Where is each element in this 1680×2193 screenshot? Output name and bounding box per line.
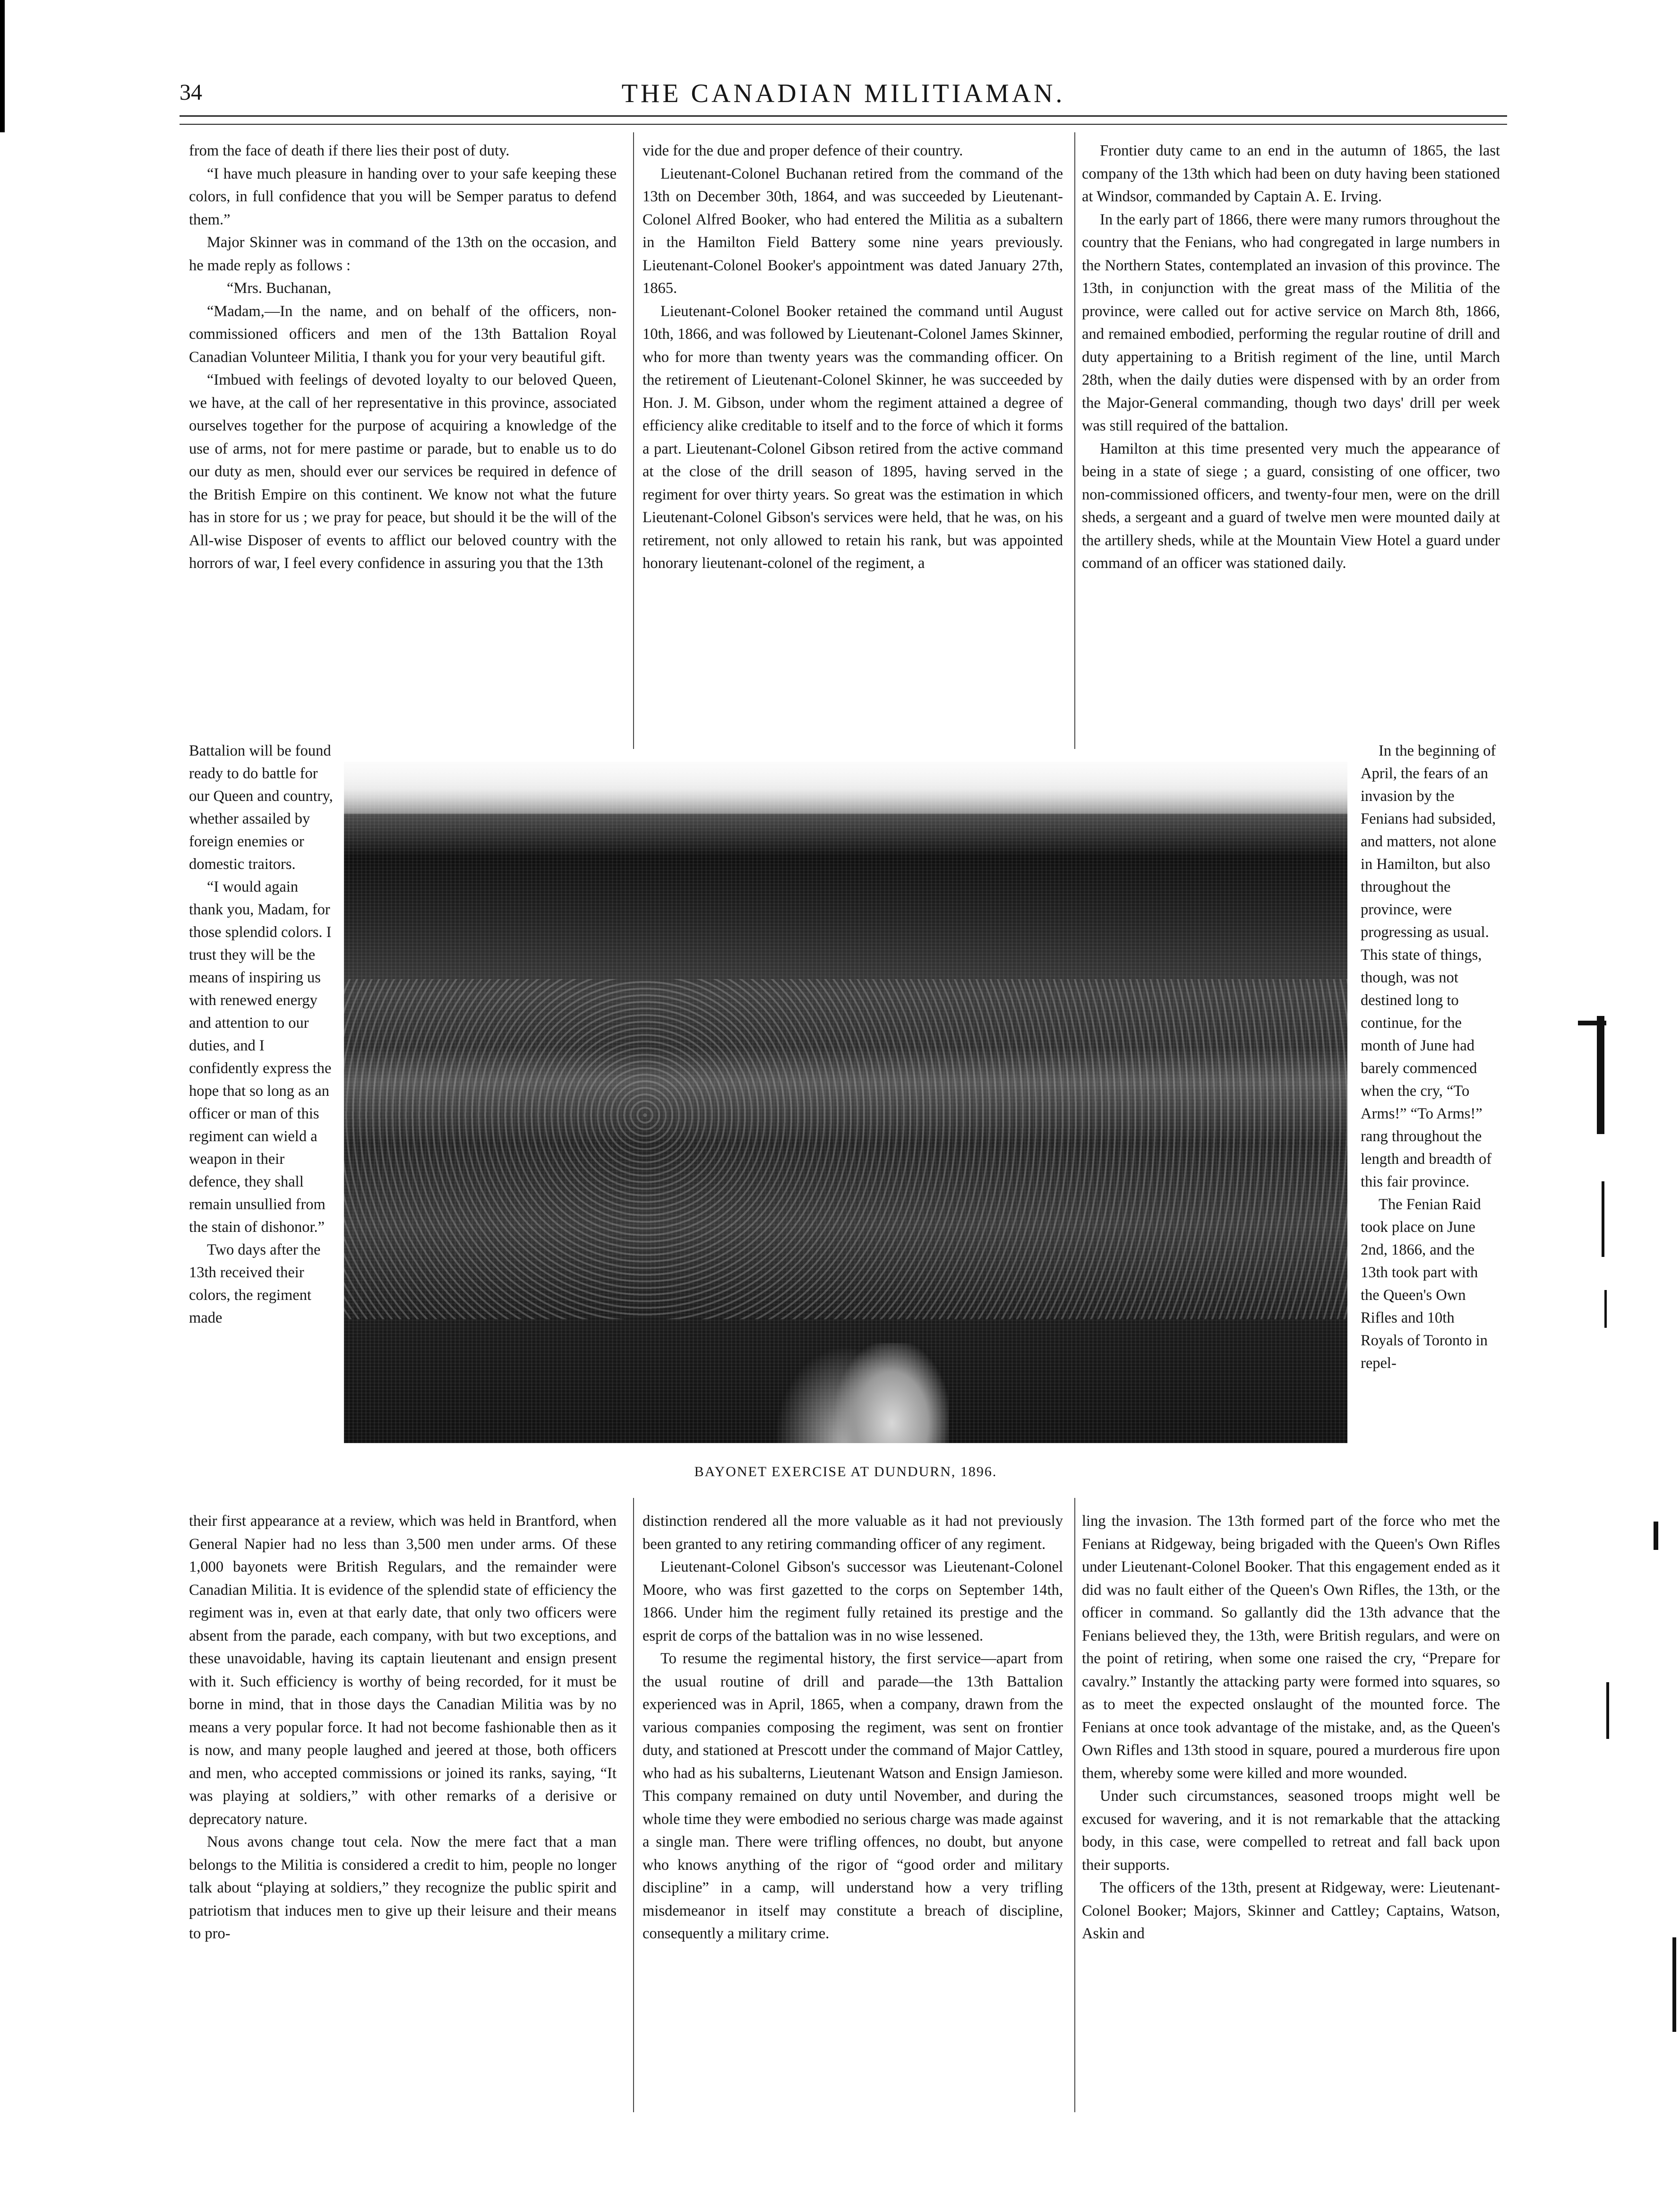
photo-crowd	[344, 979, 1347, 1319]
paragraph: Lieutenant-Colonel Gibson's successor was Lieutenant-Colonel Moore, who was first gazetted to the corps on September 14th, 1866. Under him the regiment fully retained its prestige and the esprit de corps of the battalion was in no wise lessened.	[643, 1558, 1063, 1644]
page-header	[180, 78, 1507, 116]
bayonet-exercise-photo	[344, 762, 1347, 1443]
paragraph: The officers of the 13th, present at Ridgeway, were: Lieutenant-Colonel Booker; Majors, Skinner and Cattley; Captains, Watson, Askin and	[1082, 1879, 1500, 1942]
column-middle-top	[643, 139, 1063, 575]
header-rule	[180, 115, 1507, 117]
paragraph: In the early part of 1866, there were many rumors throughout the country that the Fenians, who had congregated in large numbers in the Northern States, contemplated an invasion of this province. The 13th, in conjunction with the great mass of the Militia of the province, were called out for active service on March 8th, 1866, and remained embodied, performing the regular routine of drill and duty appertaining to a British regiment of the line, until March 28th, when the daily duties were dispensed with by an order from the Major-General commanding, though two days' drill per week was still required of the battalion.	[1082, 211, 1500, 434]
paragraph: “Mrs. Buchanan,	[227, 280, 332, 297]
paragraph: Major Skinner was in command of the 13th on the occasion, and he made reply as follows :	[189, 234, 617, 274]
column-left-narrow	[189, 740, 333, 1329]
paragraph: “I would again thank you, Madam, for those splendid colors. I trust they will be the means of inspiring us with renewed energy and attention to our duties, and I confidently express the hope that so long as an officer or man of this regiment can wield a weapon in their defence, they shall remain unsullied from the stain of dishonor.”	[189, 878, 332, 1236]
paragraph: ling the invasion. The 13th formed part of the force who met the Fenians at Ridgeway, being brigaded with the Queen's Own Rifles under Lieutenant-Colonel Booker. That this engagement ended as it did was no fault either of the Queen's Own Rifles, the 13th, or the officer in command. So gallantly did the 13th advance that the Fenians believed they, the 13th, were British regulars, and were on the point of retiring, when some one raised the cry, “Prepare for cavalry.” Instantly the attacking party were formed into squares, so as to meet the expected onslaught of the mounted force. The Fenians at once took advantage of the mistake, and, as the Queen's Own Rifles and 13th stood in square, poured a murderous fire upon them, whereby some were killed and more wounded.	[1082, 1513, 1500, 1782]
paragraph: “Madam,—In the name, and on behalf of the officers, non-commissioned officers and men of the 13th Battalion Royal Canadian Volunteer Militia, I thank you for your very beautiful gift.	[189, 302, 617, 366]
column-divider	[633, 1498, 634, 2112]
paragraph: Lieutenant-Colonel Booker retained the command until August 10th, 1866, and was followed by Lieutenant-Colonel James Skinner, who for more than twenty years was the commanding officer. On the retirement of Lieutenant-Colonel Skinner, he was succeeded by Hon. J. M. Gibson, under whom the regiment attained a degree of efficiency alike creditable to itself and to the force of which it forms a part. Lieutenant-Colonel Gibson retired from the active command at the close of the drill season of 1895, having served in the regiment for over thirty years. So great was the estimation in which Lieutenant-Colonel Gibson's services were held, that he was, on his retirement, not only allowed to retain his rank, but was appointed honorary lieutenant-colonel of the regiment, a	[643, 302, 1063, 572]
paragraph: from the face of death if there lies their post of duty.	[189, 142, 510, 159]
column-right-narrow	[1361, 740, 1500, 1375]
column-divider	[633, 132, 634, 749]
paragraph: Hamilton at this time presented very much the appearance of being in a state of siege ; a guard, consisting of one officer, two non-commissioned officers, and twenty-four men, were on the drill sheds, a sergeant and a guard of twelve men were mounted daily at the artillery sheds, while at the Mountain View Hotel a guard under command of an officer was stationed daily.	[1082, 440, 1500, 572]
scan-margin-mark	[1578, 1021, 1606, 1025]
photo-path	[835, 1343, 949, 1443]
paragraph: distinction rendered all the more valuable as it had not previously been granted to any retiring commanding officer of any regiment.	[643, 1513, 1063, 1553]
column-divider	[1074, 1498, 1075, 2112]
paragraph: Lieutenant-Colonel Buchanan retired from the command of the 13th on December 30th, 1864, and was succeeded by Lieutenant-Colonel Alfred Booker, who had entered the Militia as a subaltern in the Hamilton Field Battery some nine years previously. Lieutenant-Colonel Booker's appointment was dated January 27th, 1865.	[643, 165, 1063, 297]
paragraph: In the beginning of April, the fears of an invasion by the Fenians had subsided, and matters, not alone in Hamilton, but also throughout the province, were progressing as usual. This state of things, though, was not destined long to continue, for the month of June had barely commenced when the cry, “To Arms!” “To Arms!” rang throughout the length and breadth of this fair province.	[1361, 742, 1496, 1190]
scan-margin-mark	[1606, 1682, 1609, 1739]
paragraph: “Imbued with feelings of devoted loyalty to our beloved Queen, we have, at the call of her representative in this province, associated ourselves together for the purpose of acquiring a knowledge of the use of arms, not for mere pastime or parade, but to enable us to do our duty as men, should ever our services be required in defence of the British Empire on this continent. We know not what the future has in store for us ; we pray for peace, but should it be the will of the All-wise Disposer of events to afflict our beloved country with the horrors of war, I feel every confidence in assuring you that the 13th	[189, 371, 617, 572]
photo-sky	[344, 762, 1347, 814]
column-left-top	[189, 139, 617, 575]
photo-caption: BAYONET EXERCISE AT DUNDURN, 1896.	[694, 1464, 997, 1479]
header-rule-thin	[180, 124, 1507, 125]
column-middle-bottom	[643, 1510, 1063, 1945]
column-right-top	[1082, 139, 1500, 575]
paragraph: Two days after the 13th received their colors, the regiment made	[189, 1241, 321, 1326]
paragraph: Frontier duty came to an end in the autumn of 1865, the last company of the 13th which had been on duty having been stationed at Windsor, commanded by Captain A. E. Irving.	[1082, 142, 1500, 205]
scan-margin-mark	[1654, 1522, 1658, 1550]
paragraph: The Fenian Raid took place on June 2nd, 1866, and the 13th took part with the Queen's Own Rifles and 10th Royals of Toronto in repel-	[1361, 1196, 1488, 1372]
paragraph: Under such circumstances, seasoned troops might well be excused for wavering, and it is not remarkable that the attacking body, in this case, were compelled to retreat and fall back upon their supports.	[1082, 1788, 1500, 1874]
scan-margin-mark	[1604, 1290, 1607, 1328]
scan-margin-mark	[1672, 1937, 1676, 2032]
paragraph: To resume the regimental history, the first service—apart from the usual routine of drill and parade—the 13th Battalion experienced was in April, 1865, when a company, drawn from the various companies composing the regiment, was sent on frontier duty, and stationed at Prescott under the command of Major Cattley, who had as his subalterns, Lieutenant Watson and Ensign Jamieson. This company remained on duty until November, and during the whole time they were embodied no serious charge was made against a single man. There were trifling offences, no doubt, but anyone who knows anything of the rigor of “good order and military discipline” in a camp, will understand how a very trifling misdemeanor in itself may constitute a breach of discipline, consequently a military crime.	[643, 1650, 1063, 1942]
scan-edge-mark	[0, 0, 5, 132]
paragraph: “I have much pleasure in handing over to your safe keeping these colors, in full confidence that you will be Semper paratus to defend them.”	[189, 165, 617, 228]
paragraph: Battalion will be found ready to do battle for our Queen and country, whether assailed by foreign enemies or domestic traitors.	[189, 742, 333, 873]
column-divider	[1074, 132, 1075, 749]
column-left-bottom	[189, 1510, 617, 1945]
publication-title: THE CANADIAN MILITIAMAN.	[621, 79, 1065, 108]
paragraph: their first appearance at a review, which was held in Brantford, when General Napier had no less than 3,500 men under arms. Of these 1,000 bayonets were British Regulars, and the remainder were Canadian Militia. It is evidence of the splendid state of efficiency the regiment was in, even at that early date, that only two officers were absent from the parade, each company, with but two exceptions, and these unavoidable, having its captain lieutenant and ensign present with it. Such efficiency is worthy of being recorded, for it must be borne in mind, that in those days the Canadian Militia was by no means a very popular force. It had not become fashionable then as it is now, and many people laughed and jeered at those, both officers and men, who accepted commissions or joined its ranks, saying, “It was playing at soldiers,” with other remarks of a derisive or deprecatory nature.	[189, 1513, 617, 1828]
column-right-bottom	[1082, 1510, 1500, 1945]
paragraph: Nous avons change tout cela. Now the mere fact that a man belongs to the Militia is considered a credit to him, people no longer talk about “playing at soldiers,” they recognize the public spirit and patriotism that induces men to give up their leisure and their means to pro-	[189, 1833, 617, 1942]
scan-margin-mark	[1597, 1016, 1604, 1134]
paragraph: vide for the due and proper defence of their country.	[643, 142, 963, 159]
scan-margin-mark	[1602, 1181, 1604, 1257]
page-number: 34	[180, 80, 202, 105]
